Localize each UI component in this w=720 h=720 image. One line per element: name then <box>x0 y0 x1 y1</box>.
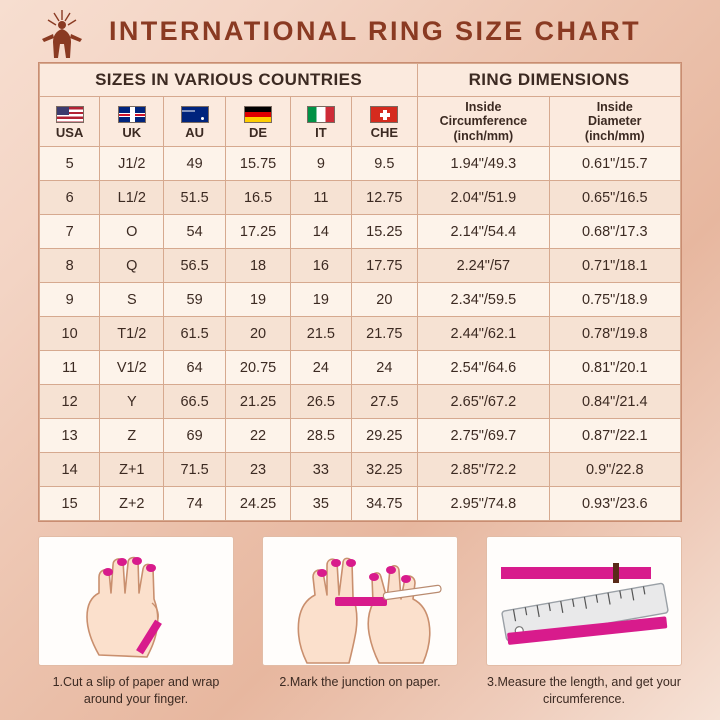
cell-it: 28.5 <box>291 419 351 453</box>
cell-che: 20 <box>351 283 418 317</box>
column-header-usa <box>40 97 100 147</box>
cell-usa: 12 <box>40 385 100 419</box>
country-code-au: AU <box>185 124 204 140</box>
cell-au: 56.5 <box>164 249 226 283</box>
table-row <box>40 249 681 283</box>
column-header-uk <box>100 97 164 147</box>
ring-size-table-wrapper <box>38 62 682 522</box>
cell-it: 11 <box>291 181 351 215</box>
column-header-circumference <box>418 97 549 147</box>
group-header-dimensions: RING DIMENSIONS <box>418 64 681 97</box>
cell-uk: S <box>100 283 164 317</box>
cell-it: 19 <box>291 283 351 317</box>
cell-circumference: 2.75"/69.7 <box>418 419 549 453</box>
cell-au: 51.5 <box>164 181 226 215</box>
country-code-uk: UK <box>122 124 142 140</box>
cell-de: 16.5 <box>225 181 290 215</box>
cell-usa: 15 <box>40 487 100 521</box>
table-row <box>40 487 681 521</box>
cell-uk: Z+2 <box>100 487 164 521</box>
cell-it: 26.5 <box>291 385 351 419</box>
table-row <box>40 147 681 181</box>
flag-usa-icon <box>56 106 84 123</box>
cell-che: 27.5 <box>351 385 418 419</box>
cell-circumference: 2.14"/54.4 <box>418 215 549 249</box>
cell-diameter: 0.65"/16.5 <box>549 181 680 215</box>
cell-uk: T1/2 <box>100 317 164 351</box>
cell-che: 32.25 <box>351 453 418 487</box>
table-row <box>40 181 681 215</box>
header <box>0 0 720 62</box>
instruction-step-1 <box>38 536 234 708</box>
table-row <box>40 317 681 351</box>
hand-with-paper-slip-illustration <box>38 536 234 666</box>
table-row <box>40 385 681 419</box>
table-row <box>40 419 681 453</box>
cell-circumference: 2.44"/62.1 <box>418 317 549 351</box>
column-header-au <box>164 97 226 147</box>
cell-circumference: 2.54"/64.6 <box>418 351 549 385</box>
cell-usa: 8 <box>40 249 100 283</box>
hands-marking-junction-illustration <box>262 536 458 666</box>
circumference-line3: (inch/mm) <box>453 128 514 143</box>
diameter-line2: Diameter <box>588 114 642 129</box>
diameter-line3: (inch/mm) <box>584 128 645 143</box>
column-header-diameter <box>549 97 680 147</box>
cell-au: 59 <box>164 283 226 317</box>
column-header-che <box>351 97 418 147</box>
cell-de: 19 <box>225 283 290 317</box>
cell-circumference: 2.34"/59.5 <box>418 283 549 317</box>
cell-circumference: 2.85"/72.2 <box>418 453 549 487</box>
ring-size-table <box>39 63 681 521</box>
cell-diameter: 0.81"/20.1 <box>549 351 680 385</box>
cell-che: 15.25 <box>351 215 418 249</box>
cell-it: 9 <box>291 147 351 181</box>
cell-che: 9.5 <box>351 147 418 181</box>
country-code-de: DE <box>249 124 268 140</box>
cell-circumference: 2.95"/74.8 <box>418 487 549 521</box>
cell-it: 16 <box>291 249 351 283</box>
column-header-de <box>225 97 290 147</box>
cell-de: 18 <box>225 249 290 283</box>
cell-it: 21.5 <box>291 317 351 351</box>
cell-de: 23 <box>225 453 290 487</box>
cell-circumference: 2.04"/51.9 <box>418 181 549 215</box>
cell-au: 74 <box>164 487 226 521</box>
cell-che: 17.75 <box>351 249 418 283</box>
cell-de: 20.75 <box>225 351 290 385</box>
cell-it: 14 <box>291 215 351 249</box>
cell-uk: Z <box>100 419 164 453</box>
column-header-row <box>40 97 681 147</box>
cell-che: 34.75 <box>351 487 418 521</box>
instruction-caption-2: 2.Mark the junction on paper. <box>279 675 441 690</box>
page-title: INTERNATIONAL RING SIZE CHART <box>108 15 642 46</box>
cell-diameter: 0.78"/19.8 <box>549 317 680 351</box>
cell-de: 24.25 <box>225 487 290 521</box>
cell-diameter: 0.87"/22.1 <box>549 419 680 453</box>
column-header-it <box>291 97 351 147</box>
cell-uk: V1/2 <box>100 351 164 385</box>
cell-it: 33 <box>291 453 351 487</box>
flag-it-icon <box>307 106 335 123</box>
cell-au: 64 <box>164 351 226 385</box>
cell-de: 15.75 <box>225 147 290 181</box>
cell-uk: O <box>100 215 164 249</box>
cell-diameter: 0.61"/15.7 <box>549 147 680 181</box>
cell-usa: 14 <box>40 453 100 487</box>
cell-circumference: 2.65"/67.2 <box>418 385 549 419</box>
cell-uk: Y <box>100 385 164 419</box>
flag-uk-icon <box>118 106 146 123</box>
cell-uk: Z+1 <box>100 453 164 487</box>
cell-usa: 11 <box>40 351 100 385</box>
flag-de-icon <box>244 106 272 123</box>
cell-diameter: 0.93"/23.6 <box>549 487 680 521</box>
cell-che: 24 <box>351 351 418 385</box>
cell-au: 61.5 <box>164 317 226 351</box>
cell-che: 12.75 <box>351 181 418 215</box>
cell-che: 29.25 <box>351 419 418 453</box>
cell-usa: 10 <box>40 317 100 351</box>
diameter-line1: Inside <box>596 100 633 114</box>
cell-au: 54 <box>164 215 226 249</box>
cell-uk: L1/2 <box>100 181 164 215</box>
goddess-logo-icon <box>34 8 90 60</box>
cell-usa: 7 <box>40 215 100 249</box>
cell-usa: 9 <box>40 283 100 317</box>
instruction-caption-1: 1.Cut a slip of paper and wrap around your finger. <box>52 675 220 706</box>
circumference-line2: Circumference <box>439 114 528 129</box>
cell-uk: J1/2 <box>100 147 164 181</box>
table-row <box>40 283 681 317</box>
cell-de: 20 <box>225 317 290 351</box>
instruction-step-3 <box>486 536 682 708</box>
cell-usa: 6 <box>40 181 100 215</box>
table-row <box>40 351 681 385</box>
cell-diameter: 0.71"/18.1 <box>549 249 680 283</box>
table-row <box>40 453 681 487</box>
circumference-line1: Inside <box>465 100 502 114</box>
ruler-measuring-paper-illustration <box>486 536 682 666</box>
cell-circumference: 1.94"/49.3 <box>418 147 549 181</box>
cell-usa: 5 <box>40 147 100 181</box>
flag-che-icon <box>370 106 398 123</box>
cell-che: 21.75 <box>351 317 418 351</box>
country-code-che: CHE <box>370 124 399 140</box>
cell-de: 21.25 <box>225 385 290 419</box>
cell-uk: Q <box>100 249 164 283</box>
group-header-row <box>40 64 681 97</box>
cell-de: 17.25 <box>225 215 290 249</box>
cell-de: 22 <box>225 419 290 453</box>
country-code-it: IT <box>315 124 327 140</box>
cell-it: 24 <box>291 351 351 385</box>
cell-diameter: 0.68"/17.3 <box>549 215 680 249</box>
country-code-usa: USA <box>55 124 84 140</box>
cell-usa: 13 <box>40 419 100 453</box>
flag-au-icon <box>181 106 209 123</box>
cell-circumference: 2.24"/57 <box>418 249 549 283</box>
cell-diameter: 0.84"/21.4 <box>549 385 680 419</box>
cell-au: 66.5 <box>164 385 226 419</box>
table-row <box>40 215 681 249</box>
group-header-countries: SIZES IN VARIOUS COUNTRIES <box>40 64 418 97</box>
instruction-step-2 <box>262 536 458 708</box>
table-body <box>40 147 681 521</box>
cell-it: 35 <box>291 487 351 521</box>
cell-au: 71.5 <box>164 453 226 487</box>
cell-diameter: 0.75"/18.9 <box>549 283 680 317</box>
cell-au: 49 <box>164 147 226 181</box>
cell-diameter: 0.9"/22.8 <box>549 453 680 487</box>
instruction-caption-3: 3.Measure the length, and get your circumference. <box>487 675 681 706</box>
instruction-cards <box>38 536 682 708</box>
cell-au: 69 <box>164 419 226 453</box>
